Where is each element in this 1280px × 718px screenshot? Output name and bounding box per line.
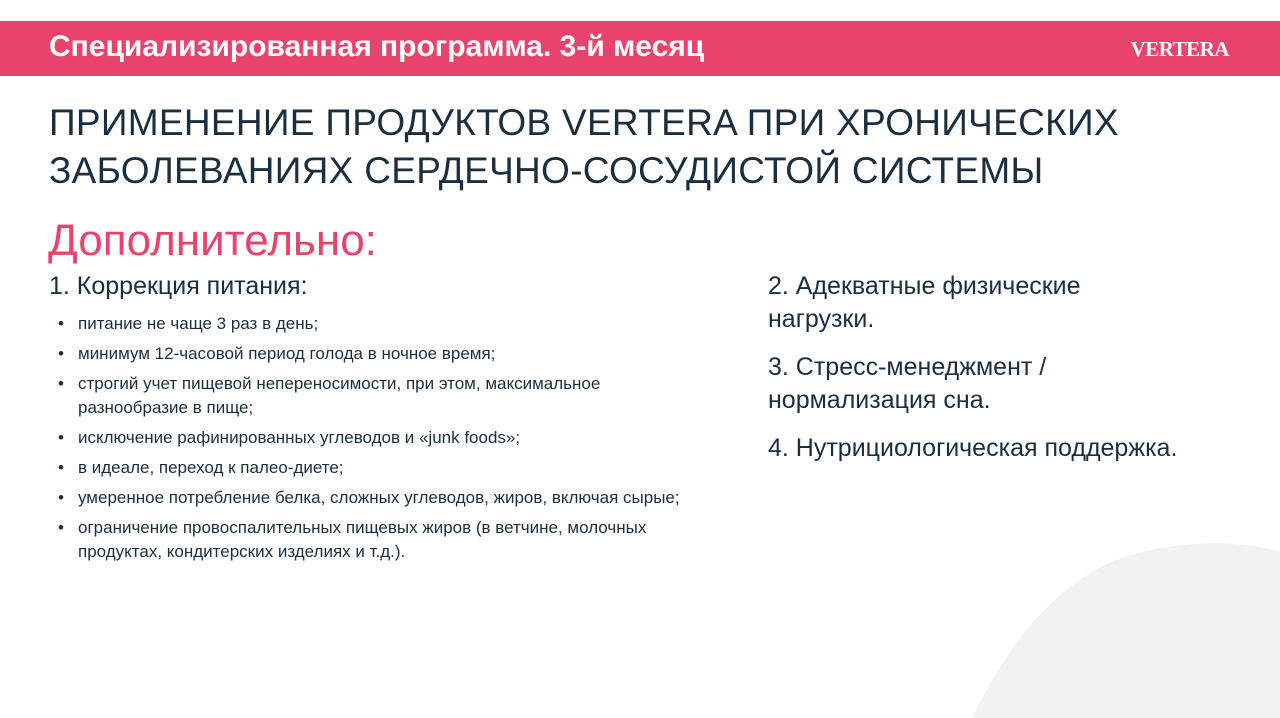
header-bar [0,21,1280,76]
main-heading [49,99,1249,195]
bullet-icon: • [58,428,64,447]
list-item [49,312,709,336]
bullet-icon: • [58,488,64,507]
nutrition-title: 1. Коррекция питания: [49,272,308,300]
list-item [49,486,709,510]
list-item-text: в идеале, переход к палео-диете; [78,458,344,477]
list-item-text: питание не чаще 3 раз в день; [78,314,319,333]
nutrition-section [49,270,709,570]
decorative-shape [960,540,1280,718]
nutrition-list [49,312,709,564]
main-heading-line-2: ЗАБОЛЕВАНИЯХ СЕРДЕЧНО-СОСУДИСТОЙ СИСТЕМЫ [49,150,1044,191]
list-item [49,516,709,564]
vertera-logo: VERTERA [1130,37,1229,61]
item-stress-management: 3. Стресс-менеджмент / нормализация сна. [768,353,1047,414]
header-title: Специализированная программа. 3-й месяц [49,30,705,63]
list-item [49,456,709,480]
list-item-text: умеренное потребление белка, сложных углеводов, жиров, включая сырые; [78,488,680,507]
bullet-icon: • [58,518,64,537]
list-item-text: исключение рафинированных углеводов и «junk foods»; [78,428,521,447]
bullet-icon: • [58,344,64,363]
list-item-text: минимум 12-часовой период голода в ночное время; [78,344,496,363]
section-title: Дополнительно: [48,216,377,265]
list-item-text: ограничение провоспалительных пищевых жиров (в ветчине, молочных продуктах, кондитерских изделиях и т.д.). [78,518,647,561]
list-item [49,372,709,420]
main-heading-line-1: ПРИМЕНЕНИЕ ПРОДУКТОВ VERTERA ПРИ ХРОНИЧЕСКИХ [49,102,1119,143]
list-item-text: строгий учет пищевой непереносимости, при этом, максимальное разнообразие в пище; [78,374,601,417]
list-item [49,426,709,450]
item-physical-activity: 2. Адекватные физические нагрузки. [768,272,1081,333]
bullet-icon: • [58,458,64,477]
additional-items [768,270,1188,480]
bullet-icon: • [58,314,64,333]
bullet-icon: • [58,374,64,393]
list-item [49,342,709,366]
item-nutrition-support: 4. Нутрициологическая поддержка. [768,434,1178,462]
